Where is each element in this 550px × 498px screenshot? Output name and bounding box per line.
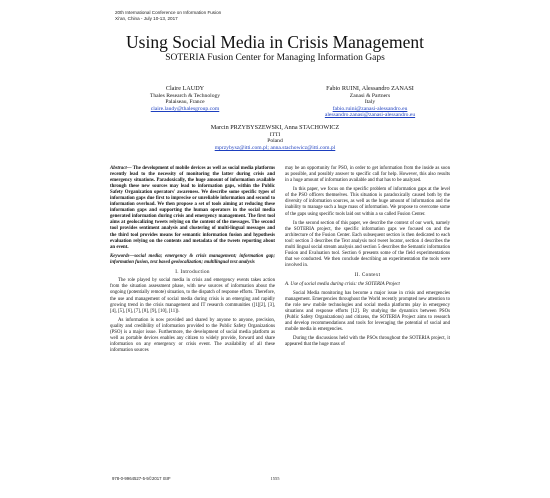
body-paragraph: Social Media monitoring has become a major issue in crisis and emergencies management. Emergencies throughout the World recently prompted new attention to the role new mobile technologies and social media platforms play in emergency situations and response efforts [12]. By studying the dynamics between PSOs (Public Safety Organizations) and citizens, the SOTERIA Project aims to research and develop recommendations and tools for leveraging the potential of social and mobile media in emergencies.: [285, 290, 450, 333]
body-paragraph: The role played by social media in crisis and emergency events takes action from the situation assessment phase, with new sources of information about the ongoing (potentially remote) situation, to the dispatch of response efforts. Therefore, the use and management of social media during crisis is an emerging and rapidly growing trend in the crisis management and IT research communities ([1][2], [3], [4], [5], [6], [7], [8], [9], [10], [11]).: [110, 278, 275, 314]
author-name: Claire LAUDY: [165, 85, 205, 92]
conference-header: [115, 10, 221, 21]
keywords-text: —social media; emergency & crisis management; information gap; information fusion, text based geolocalization; multilingual text analysis: [110, 253, 275, 265]
conference-location-date: Xi'an, China - July 10-13, 2017: [115, 15, 178, 21]
author-name: Fabio RUINI, Alessandro ZANASI: [326, 85, 414, 92]
author-block-przybyszewski-stachowicz: [175, 124, 375, 151]
author-location: Poland: [267, 138, 283, 145]
body-paragraph: As information is now provided and shared by anyone to anyone, precision, quality and credibility of information provided to the Public Safety Organizations (PSO) is a major issue. Furthermore, the development of social media platform as well as portable devices enables any citizen to widely provide, forward and share information on any emergency or crisis event. The availability of all these information sources: [110, 317, 275, 354]
right-column: [285, 166, 450, 352]
author-location: Italy: [364, 99, 376, 106]
author-location: Palaiseau, France: [165, 99, 205, 106]
author-email-link[interactable]: fabio.ruini@zanasi-alessandro.eu: [332, 105, 408, 112]
footer-isbn: 978-0-9964527-5-5©2017 ISIF: [112, 476, 171, 481]
paper-title: Using Social Media in Crisis Management: [126, 32, 424, 52]
body-paragraph: In this paper, we focus on the specific problem of information gaps at the level of the PSO officers themselves. This situation is paradoxically caused both by the diversity of information sources, as well as the huge amount of information and the inability to manage such a huge mass of information. We propose to overcome some of the gaps using specific tools laid out within a so called Fusion Center.: [285, 187, 450, 217]
author-block-ruini-zanasi: [290, 85, 450, 119]
subsection-heading: A. Use of social media during crisis: the SOTERIA Project: [285, 281, 400, 287]
conference-name: 20th International Conference on Information Fusion: [115, 10, 222, 15]
author-email-link[interactable]: alessandro.zanasi@zanasi-alessandro.eu: [324, 112, 416, 119]
section-heading-introduction: I. Introduction: [175, 269, 210, 276]
author-email-link[interactable]: claire.laudy@thalesgroup.com: [150, 105, 220, 112]
page-number: 1555: [270, 476, 280, 481]
body-paragraph: During the discussions held with the PSOs throughout the SOTERIA project, it appeared that the huge mass of: [285, 336, 450, 348]
abstract-text: — The development of mobile devices as well as social media platforms recently lead to the necessity of monitoring the latter during crisis and emergency situations. Paradoxically, the huge amount of information available through these new sources may lead to information gaps, within the Public Safety Organization operators' awareness. We describe some specific types of information gaps due first to imprecise or unreliable information and second to information overload. We then propose a set of tools aiming at reducing these information gaps and supporting the human operators in the social media generated information during crisis and emergency management. The first tool aims at geolocalizing tweets relying on the content of the messages. The second tool provides sentiment analysis and clustering of multi-lingual messages and the third tool provides means for semantic information fusion and hypothesis evaluation relying on the contents and metadata of the tweets reporting about an event.: [110, 166, 275, 250]
keywords-label: Keywords: [110, 253, 130, 259]
author-name: Marcin PRZYBYSZEWSKI, Anna STACHOWICZ: [210, 124, 340, 131]
author-email-link[interactable]: mprzybysz@itti.com.pl; anna.stachowicz@itti.com.pl: [214, 144, 336, 151]
body-paragraph: may be an opportunity for PSO, in order to get information from the inside as soon as possible, and possibly answer to specific call for help. However, this also results in a huge amount of information available and that has to be analyzed.: [285, 166, 450, 184]
body-paragraph: In the second section of this paper, we describe the context of our work, namely the SOTERIA project, the specific information gaps we focused on and the architecture of the Fusion Center. Each subsequent section is then dedicated to each tool: section 3 describes the Text analysis tool tweet locator, section 4 describes the multi lingual social stream analysis and section 5 describes the Semantic information Fusion and Evaluation tool. Section 6 presents some of the field experimentations that we conducted. We then conclude describing an experimentation the tools were involved in.: [285, 220, 450, 269]
paper-subtitle: SOTERIA Fusion Center for Managing Information Gaps: [165, 53, 385, 63]
keywords: [110, 254, 275, 266]
abstract: [110, 166, 275, 251]
abstract-label: Abstract: [110, 166, 127, 171]
section-heading-context: II. Context: [354, 272, 381, 279]
author-affiliation: ITTI: [269, 131, 281, 138]
left-column: [110, 166, 275, 357]
author-affiliation: Zanasi & Partners: [349, 92, 391, 99]
author-affiliation: Thales Research & Technology: [149, 92, 221, 99]
author-block-laudy: [110, 85, 260, 112]
